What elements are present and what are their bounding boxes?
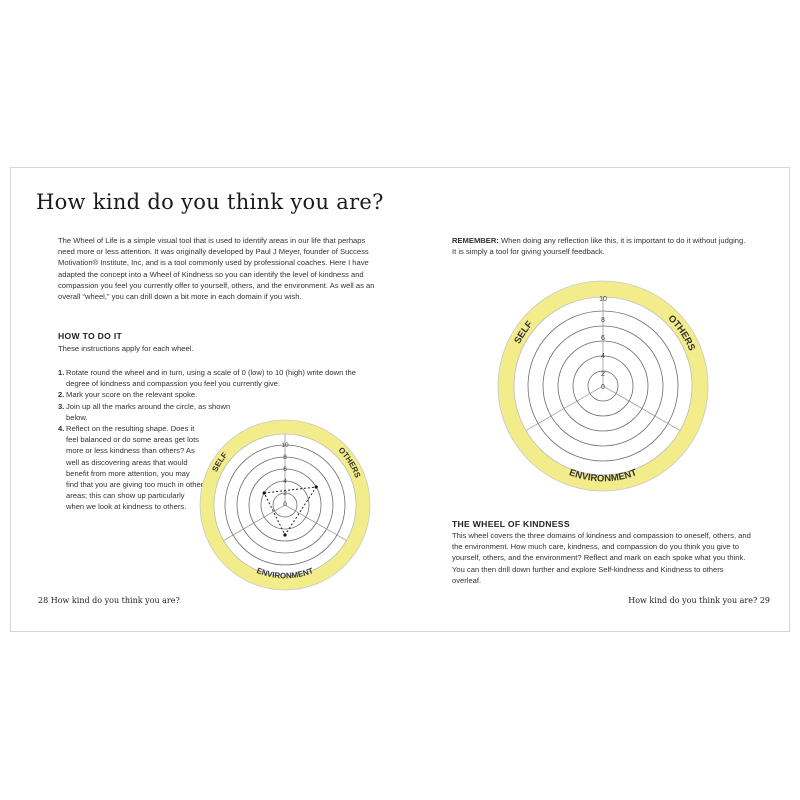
step-text: Rotate round the wheel and in turn, using a scale of 0 (low) to 10 (high) write down the degree of kindness and compassion you feel you currently give. [66,368,356,389]
label-self: SELF [512,319,536,346]
small-kindness-wheel [198,418,372,592]
scale-label: 8 [283,454,287,461]
scale-label: 8 [601,317,605,324]
label-environment: ENVIRONMENT [567,467,639,485]
step-4 [58,423,204,513]
large-kindness-wheel [496,279,710,493]
label-self: SELF [210,450,230,474]
step-1 [58,367,378,389]
scale-label: 10 [599,296,607,303]
step-text: Mark your score on the relevant spoke. [66,390,198,400]
footer-left: 28 How kind do you think you are? [38,596,180,605]
step-number: 1. [58,368,65,377]
label-environment: ENVIRONMENT [255,566,315,581]
scale-label: 2 [283,490,287,497]
footer-right: How kind do you think you are? 29 [628,596,770,605]
scale-label: 4 [601,353,605,360]
remember-paragraph [452,235,750,257]
remember-text: When doing any reflection like this, it is important to do it without judging. It is simply a tool for giving yourself feedback. [452,236,746,257]
scale-label: 6 [283,466,287,473]
intro-paragraph: The Wheel of Life is a simple visual tool that is used to identify areas in our life that perhaps need more or less attention. It was originally developed by Paul J Meyer, founder of Success Motivation® Institute, Inc, and is a tool commonly used by professional coaches. Here I have adapted the concept into a Wheel of Kindness so you can identify the level of kindness and compassion you feel you currently offer to yourself, others, and the environment. As well as an overall “wheel,” you can drill down a bit more in each domain if you wish. [58,236,375,302]
wheel-of-kindness-paragraph: This wheel covers the three domains of kindness and compassion to oneself, others, and the environment. How much care, kindness, and compassion do you think you give to yourself, others, and the environment? Reflect and mark on each spoke what you think. You can then drill down further and explore Self-kindness and Kindness to others overleaf. [452,531,751,585]
step-number: 4. [58,424,65,434]
step-text: Reflect on the resulting shape. Does it feel balanced or do some areas get lots more or less kindness than others? As well as discovering areas that would benefit from more attention, you may find that you are giving too much in other areas; this can show up particularly when we look at kindness to others. [66,424,204,512]
step-number: 3. [58,401,65,411]
wheel-of-kindness-heading: THE WHEEL OF KINDNESS [452,519,570,529]
label-others: OTHERS [336,445,363,480]
score-marker [283,533,286,536]
scale-label: 10 [281,442,289,449]
step-number: 2. [58,390,65,400]
score-marker [263,491,266,494]
scale-label: 6 [601,335,605,342]
step-text: Join up all the marks around the circle, as shown below. [66,401,231,422]
scale-label: 0 [601,384,605,391]
page-title: How kind do you think you are? [36,190,384,214]
label-others: OTHERS [665,313,698,353]
how-to-heading: HOW TO DO IT [58,331,123,341]
scale-label: 0 [283,501,287,508]
score-marker [315,485,318,488]
how-to-subtitle: These instructions apply for each wheel. [58,344,194,353]
scale-label: 4 [283,478,287,485]
step-2 [58,389,380,400]
remember-label: REMEMBER: [452,236,499,245]
scale-label: 2 [601,371,605,378]
